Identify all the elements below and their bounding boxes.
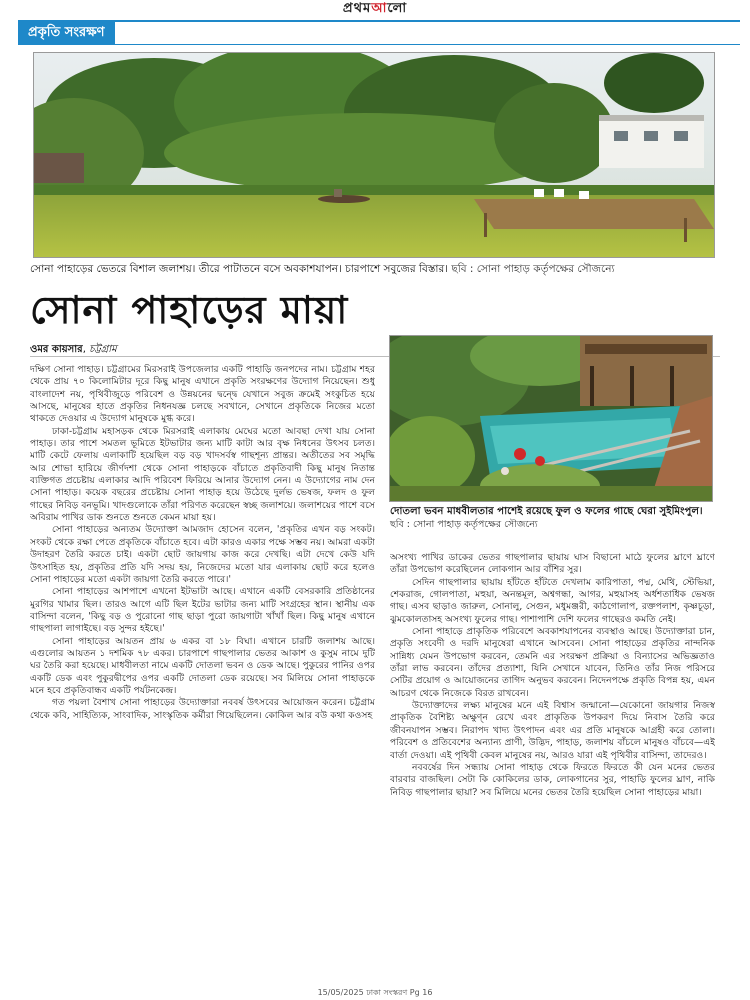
paragraph: সেদিন গাছপালার ছায়ায় হাঁটতে হাঁটতে দেখলাম কারিপাতা, পদ্ম, মেথি, স্টেভিয়া, শেকরাজ, গোলপাতা, মহুয়া, অনন্তমূল, অশ্বগন্ধা, আগর, মহুয়াসহ অর্ধশতাধিক ভেষজ গাছ। এসব ছাড়াও জারুল, সোনালু, সেগুন, মধুমঞ্জরী, কাঠগোলাপ, রক্তপলাশ, কৃষ্ণচূড়া, ঝুমকোলতাসহ অসংখ্য ফুলের গাছ। পাশাপাশি দেশি ফলের গাছেরও কমতি নেই। <box>390 576 715 625</box>
article-headline: সোনা পাহাড়ের মায়া <box>30 287 349 332</box>
author-location: চট্টগ্রাম <box>89 344 117 355</box>
paragraph: উদ্যোক্তাদের লক্ষ্য মানুষের মনে এই বিশ্বাস জন্মানো—যেকোনো জায়গার নিজস্ব প্রাকৃতিক বৈশিষ্ট্য অক্ষুণ্ন রেখে এবং প্রাকৃতিক উপকরণ দিয়ে নিবাস তৈরি করে জীবনযাপন সম্ভব। নিরাপদ খাদ্য উৎপাদন এবং এর প্রতি মানুষকে আগ্রহী করে তোলা। পরিবেশ ও প্রতিবেশের অন্যান্য প্রাণী, উদ্ভিদ, পাহাড়, জলাশয় বাঁচলে মানুষও বাঁচবে—এই বার্তা দেওয়া। এই পৃথিবী কেবল মানুষের নয়, আরও যারা এই পৃথিবীর বাসিন্দা, তাদেরও। <box>390 700 715 761</box>
pool-photo <box>389 335 713 502</box>
section-title: প্রকৃতি সংরক্ষণ <box>18 22 115 44</box>
paragraph: দক্ষিণ সোনা পাহাড়। চট্টগ্রামের মিরসরাই উপজেলার একটি পাহাড়ি জনপদের নাম। চট্টগ্রাম শহর থেকে প্রায় ৭০ কিলোমিটার দূরে কিছু মানুষ এখানে প্রকৃতি সংরক্ষণের উদ্যোগ নিয়েছেন। শুধু বাংলাদেশ নয়, পৃথিবীজুড়ে পরিবেশ ও উন্নয়নের দ্বন্দ্বে যেখানে সবুজ ক্রমেই সংকুচিত হয়ে আসছে, মানুষের হাতে প্রকৃতির নিধনযজ্ঞ চলছে সবখানে, সেখানে প্রকৃতিকে নিজের মতো থাকতে দেওয়ার এ উদ্যোগ মানুষকে মুগ্ধ করে। <box>30 364 375 425</box>
top-photo-credit: ছবি : সোনা পাহাড় কর্তৃপক্ষের সৌজন্যে <box>451 263 615 275</box>
pond-landscape-image <box>34 53 714 257</box>
swimming-pool-image <box>390 336 712 501</box>
paragraph: গত পয়লা বৈশাখ সোনা পাহাড়ের উদ্যোক্তারা নববর্ষ উৎসবের আয়োজন করেন। চট্টগ্রাম থেকে কবি, সাহিত্যিক, সাংবাদিক, সাংস্কৃতিক কর্মীরা গিয়েছিলেন। কোকিল আর বউ কথা কওসহ <box>30 697 375 721</box>
top-photo <box>33 52 715 258</box>
masthead-logo: প্রথমআলো <box>342 0 408 16</box>
article-byline: ওমর কায়সার, চট্টগ্রাম <box>30 344 117 355</box>
section-header <box>18 20 740 45</box>
page-footer: 15/05/2025 ঢাকা সংস্করণ Pg 16 <box>317 987 433 997</box>
article-right-column <box>390 552 715 982</box>
paragraph: সোনা পাহাড়ের অন্যতম উদ্যোক্তা আমজাদ হোসেন বলেন, 'প্রকৃতির এখন বড় সংকট। সংকট থেকে রক্ষা পেতে প্রকৃতিকে বাঁচাতে হবে। এটা কারও একার পক্ষে সম্ভব নয়। আমরা একটা উদাহরণ তৈরি করতে চাই। একটা ছোট জায়গায় কাজ করে দেখছি। এটা দেখে কেউ যদি উৎসাহিত হয়, প্রকৃতির প্রতি যদি সদয় হয়, নিজেদের মতো যার এলাকায় ছোট করে হলেও সোনা পাহাড়ের মতো একটা জায়গা তৈরি করতে পারে।' <box>30 524 375 585</box>
pool-photo-credit: ছবি : সোনা পাহাড় কর্তৃপক্ষের সৌজন্যে <box>390 519 538 530</box>
paragraph: সোনা পাহাড়ের আয়তন প্রায় ৬ একর বা ১৮ বিঘা। এখানে চারটি জলাশয় আছে। এগুলোর আয়তন ১ দশমিক ৭৮ একর। চারপাশে গাছপালার ভেতর আকাশ ও কুসুম নামে দুটি ঘর তৈরি করা হয়েছে। মাধবীলতা নামে একটি দোতলা ভবন ও ডেক আছে। পুকুরের পানির ওপর একটি ডেক এবং পুকুরদ্বীপের ওপর একটি দোতলা ডেক রয়েছে। সব মিলিয়ে সোনা পাহাড়কে মনে হবে প্রকৃতিবান্ধব একটি পর্যটনকেন্দ্র। <box>30 635 375 696</box>
paragraph: সোনা পাহাড়ে প্রাকৃতিক পরিবেশে অবকাশযাপনের ব্যবস্থাও আছে। উদ্যোক্তারা চান, প্রকৃতি সংবেদী ও দরদি মানুষেরা এখানে আসবেন। সোনা পাহাড়ের প্রকৃতির নান্দনিক সান্নিধ্য যেমন উপভোগ করবেন, তেমনি এর সংরক্ষণ প্রক্রিয়া ও বিন্যাসের অভিজ্ঞতাও তাঁরা লাভ করবেন। তাঁদের প্রত্যাশা, যিনি সেখানে যাবেন, তিনিও তাঁর নিজ পরিসরে সেটির প্রয়োগ ও আয়োজনের তাগিদ অনুভব করবেন। নিদেনপক্ষে প্রকৃতি বিপন্ন হয়, এমন আচরণ থেকে নিজেকে বিরত রাখবেন। <box>390 626 715 699</box>
top-photo-caption: সোনা পাহাড়ের ভেতরে বিশাল জলাশয়। তীরে পাটাতনে বসে অবকাশযাপন। চারপাশে সবুজের বিস্তার। ছবি : সোনা পাহাড় কর্তৃপক্ষের সৌজন্যে <box>30 263 615 275</box>
paragraph: অসংখ্য পাখির ডাকের ভেতর গাছপালার ছায়ায় ঘাস বিছানো মাঠে ফুলের ঘ্রাণে ঘ্রাণে তাঁরা উপভোগ করেছিলেন লোকগান আর বাঁশির সুর। <box>390 552 715 576</box>
paragraph: সোনা পাহাড়ের আশপাশে এখনো ইটভাটা আছে। এখানে একটি বেসরকারি প্রতিষ্ঠানের মুরগির খামার ছিল। তারও আগে এটি ছিল ইটের ভাটার জন্য মাটি সংগ্রহের স্থান। স্থানীয় এক বাসিন্দা বলেন, 'কিছু বড় ও পুরোনো গাছ ছাড়া পুরো জায়গাটা খাঁখাঁ ছিল। কিছু মানুষ এখানে গাছপালা লাগাইছে। বড় সুন্দর হইছে।' <box>30 586 375 635</box>
paragraph: নববর্ষের দিন সন্ধ্যায় সোনা পাহাড় থেকে ফিরতে ফিরতে কী যেন মনের ভেতর বারবার বাজছিল। সেটা কি কোকিলের ডাক, লোকগানের সুর, পাহাড়ি ফুলের ঘ্রাণ, নাকি নিবিড় গাছপালার ছায়া? সব মিলিয়ে মনের ভেতর তৈরি হয়েছিল সোনা পাহাড়ের মায়া। <box>390 761 715 798</box>
article-left-column <box>30 364 375 982</box>
newspaper-masthead <box>0 0 750 18</box>
paragraph: ঢাকা-চট্টগ্রাম মহাসড়ক থেকে মিরসরাই এলাকায় মেঘের মতো আবছা দেখা যায় সোনা পাহাড়। তার পাশে সমতল ভূমিতে ইটভাটার জন্য মাটি কাটা আর বৃক্ষ নিধনের উৎসব চলত। মাটি কেটে ফেলায় এলাকাটি হয়েছিল বড় বড় খাদসর্বস্ব গাছশূন্য প্রান্তর। অতীতের সব সমৃদ্ধি আর শোভা হারিয়ে জীর্ণদশা থেকে সোনা পাহাড়কে বাঁচাতে প্রকৃতিবাদী কিছু মানুষ নিতান্ত ব্যক্তিগত প্রচেষ্টায় এলাকার আদি পরিবেশ ফিরিয়ে আনার উদ্যোগ নেন। এ উদ্যোগের নাম দেন সোনা পাহাড়। কয়েক বছরের প্রচেষ্টায় সোনা পাহাড় হয়ে উঠেছে দুর্লভ ভেষজ, ফলদ ও ফুল গাছের নিবিড় বনভূমি। খাদগুলোকে তাঁরা পরিণত করেছেন স্বচ্ছ জলাশয়ে। জলাশয়ের পাশে বসে অবিরাম পাখির ডাক শুনতে শুনতে কেমন মায়া হয়। <box>30 425 375 524</box>
pool-photo-caption: দোতলা ভবন মাধবীলতার পাশেই রয়েছে ফুল ও ফলের গাছে ঘেরা সুইমিংপুল। ছবি : সোনা পাহাড় কর্তৃপক্ষের সৌজন্যে <box>390 505 710 531</box>
author-name: ওমর কায়সার <box>30 344 83 355</box>
